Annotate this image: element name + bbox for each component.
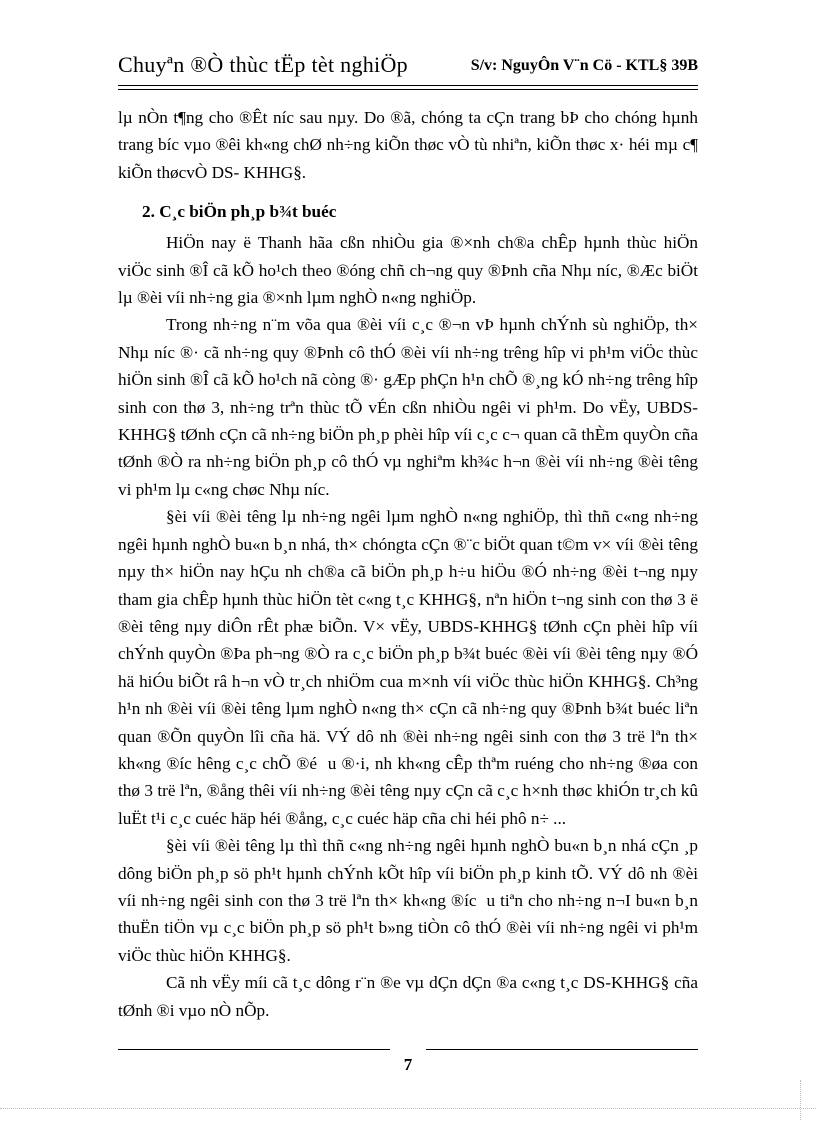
page-edge-dotted-line: [800, 1080, 801, 1120]
paragraph: §èi víi ®èi têng lµ nh÷ng ngêi lµm nghÒ n«ng nghiÖp, thì thñ c«ng nh÷ng ngêi hµnh nghÒ bu«n b¸n nhá, th× chóngta cÇn ®¨c biÖt quan t©m v× víi ®èi têng nµy th× hiÖn nay hÇu nh ch®a cã biÖn ph¸p h÷u hiÖu ®Ó nh÷ng ®èi t¬ng nµy tham gia chÊp hµnh thùc hiÖn tèt c«ng t¸c KHHG§, nªn hiÖn t¬ng sinh con thø 3 ë ®èi têng nµy diÔn rÊt phæ biÕn. V× vËy, UBDS-KHHG§ tØnh cÇn phèi hîp víi chÝnh quyÒn ®Þa ph¬ng ®Ò ra c¸c biÖn ph¸p b¾t buéc ®èi víi ®èi têng nµy ®Ó hä hiÓu biÕt râ h¬n vÒ tr¸ch nhiÖm cua m×nh víi viÖc thùc hiÖn KHHG§. Ch³ng h¹n nh ®èi víi ®èi têng lµm nghÒ n«ng th× cÇn cã nh÷ng quy ®Þnh b¾t buéc liªn quan ®Õn quyÒn lîi cña hä. VÝ dô nh ®èi nh÷ng ngêi sinh con thø 3 trë lªn th× kh«ng ®íc hêng c¸c chÕ ®é u ®·i, nh kh«ng cÊp thªm ruéng cho nh÷ng ®øa con thø 3 trë lªn, ®ång thêi víi nh÷ng ®èi têng nµy cÇn cã c¸c h×nh thøc khiÓn tr¸ch kû luËt t¹i c¸c cuéc häp héi ®ång, c¸c cuéc häp cña chi héi phô n÷ ...: [118, 507, 698, 828]
paragraph: HiÖn nay ë Thanh hãa cßn nhiÒu gia ®×nh ch®a chÊp hµnh thùc hiÖn viÖc sinh ®Î cã kÕ ho¹ch theo ®óng chñ ch¬ng quy ®Þnh cña Nhµ níc, ®Æc biÖt lµ ®èi víi nh÷ng gia ®×nh lµm nghÒ n«ng nghiÖp.: [118, 233, 698, 308]
paragraph: Cã nh vËy míi cã t¸c dông r¨n ®e vµ dÇn dÇn ®a c«ng t¸c DS-KHHG§ cña tØnh ®i vµo nÒ nÕp.: [118, 973, 698, 1020]
page-number: 7: [403, 1055, 413, 1074]
header-author: S/v: NguyÔn V¨n Cö - KTL§ 39B: [470, 57, 698, 74]
spacer: [118, 186, 698, 196]
page-edge-dotted-line: [0, 1108, 816, 1109]
page-header: [118, 50, 698, 84]
header-rule-thick: [118, 85, 698, 86]
footer-rule-left: [118, 1049, 390, 1050]
paragraph: Trong nh÷ng n¨m võa qua ®èi víi c¸c ®¬n vÞ hµnh chÝnh sù nghiÖp, th× Nhµ níc ®· cã nh÷ng quy ®Þnh cô thÓ ®èi víi nh÷ng trêng hîp vi ph¹m viÖc thùc hiÖn sinh ®Î cã kÕ ho¹ch nã còng ®· gÆp phÇn h¹n chÕ ®¸ng kÓ nh÷ng trêng hîp sinh con thø 3, nh÷ng trªn thùc tÕ vÉn cßn nhiÒu ngêi vi ph¹m. Do vËy, UBDS-KHHG§ tØnh cÇn cã nh÷ng biÖn ph¸p phèi hîp víi c¸c c¬ quan cã thÈm quyÒn cña tØnh ®Ò ra nh÷ng biÖn ph¸p cô thÓ vµ nghiªm kh¾c h¬n ®èi víi nh÷ng ®èi têng vi ph¹m lµ c«ng chøc Nhµ níc.: [118, 315, 698, 499]
paragraph: §èi víi ®èi têng lµ thì thñ c«ng nh÷ng ngêi hµnh nghÒ bu«n b¸n nhá cÇn ¸p dông biÖn ph¸p sö ph¹t hµnh chÝnh kÕt hîp víi biÖn ph¸p kinh tÕ. VÝ dô nh ®èi víi nh÷ng ngêi sinh con thø 3 trë lªn th× kh«ng ®íc u tiªn cho nh÷ng n¬I bu«n b¸n thuËn tiÖn vµ c¸c biÖn ph¸p sö ph¹t b»ng tiÒn cô thÓ ®èi víi nh÷ng ngêi vi ph¹m viÖc thùc hiÖn KHHG§.: [118, 836, 698, 965]
footer-rule-right: [426, 1049, 698, 1050]
header-rule-thin: [118, 89, 698, 90]
header-title: Chuyªn ®Ò thùc tËp tèt nghiÖp: [118, 52, 408, 77]
section-heading: 2. C¸c biÖn ph¸p b¾t buéc: [142, 202, 337, 222]
paragraph: lµ nÒn t¶ng cho ®Êt níc sau nµy. Do ®ã, chóng ta cÇn trang bÞ cho chóng hµnh trang bíc vµo ®êi kh«ng chØ nh÷ng kiÕn thøc vÒ tù nhiªn, kiÕn thøc x· héi mµ c¶ kiÕn thøcvÒ DS- KHHG§.: [118, 108, 698, 182]
page-body: [118, 104, 698, 1024]
